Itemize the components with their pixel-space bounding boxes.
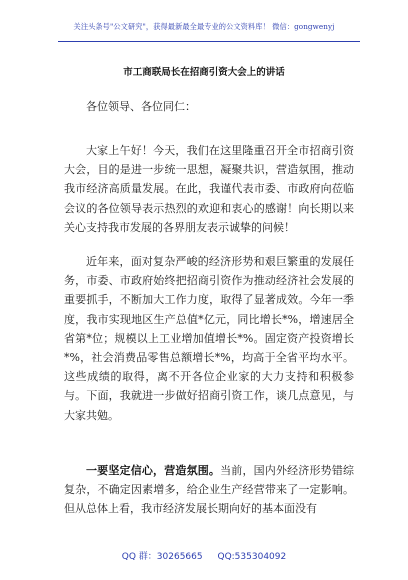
- paragraph-text: 当前，国内外经济形势错综复杂，不确定因素增多，给企业生产经营带来了一定影响。但从总体上看，我市经济发展长期向好的基本面没有: [64, 464, 355, 516]
- promo-header: 关注头条号"公文研究"，获得最新最全最专业的公文资料库！ 微信：gongwenyj: [73, 22, 335, 31]
- paragraph-point-one: [64, 461, 354, 519]
- paragraph-lead: 一要坚定信心，营造氛围。: [86, 464, 221, 477]
- paragraph-opening: [64, 141, 354, 237]
- paragraph-achievements: [64, 252, 354, 425]
- qq-group-number: QQ 群：30265665: [121, 552, 203, 562]
- document-title: 市工商联局长在招商引资大会上的讲话: [123, 67, 285, 78]
- qq-contact-number: QQ:535304092: [217, 552, 287, 562]
- paragraph-text: 大家上午好！今天，我们在这里隆重召开全市招商引资大会，目的是进一步统一思想，凝聚共识，营造氛围，推动我市经济高质量发展。在此，我谨代表市委、市政府向莅临会议的各位领导表示热烈的欢迎和衷心的感谢！向长期以来关心支持我市发展的各界朋友表示诚挚的问候！: [64, 144, 354, 234]
- salutation: 各位领导、各位同仁：: [86, 100, 196, 113]
- paragraph-text: 近年来，面对复杂严峻的经济形势和艰巨繁重的发展任务，市委、市政府始终把招商引资作为推动经济社会发展的重要抓手，不断加大工作力度，取得了显著成效。今年一季度，我市实现地区生产总值*亿元，同比增长*%，增速居全省第*位；规模以上工业增加值增长*%。固定资产投资增长*%，社会消费品零售总额增长*%，均高于全省平均水平。这些成绩的取得，离不开各位企业家的大力支持和积极参与。下面，我就进一步做好招商引资工作，谈几点意见，与大家共勉。: [64, 255, 354, 422]
- header-divider: [58, 41, 360, 42]
- contact-footer: [0, 549, 408, 562]
